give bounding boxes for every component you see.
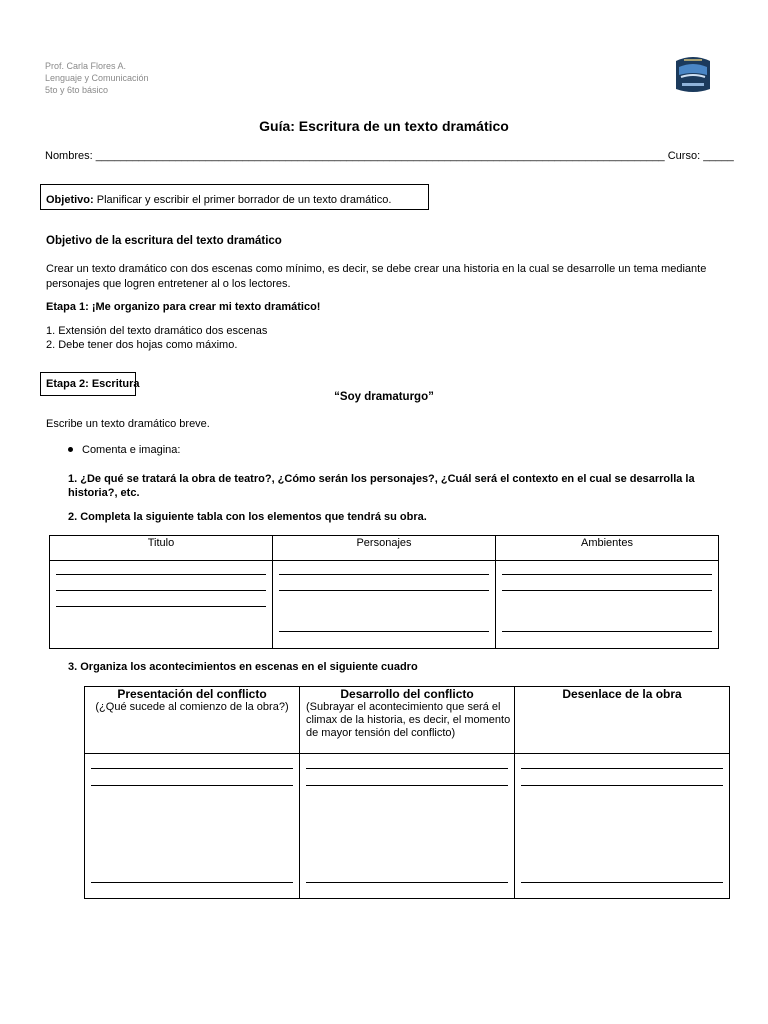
answer-line xyxy=(521,785,723,786)
etapa1-heading: Etapa 1: ¡Me organizo para crear mi texto dramático! xyxy=(46,301,321,313)
answer-line xyxy=(91,882,293,883)
etapa2-label: Etapa 2: Escritura xyxy=(40,372,136,396)
presentation-cell[interactable] xyxy=(85,754,300,899)
answer-line xyxy=(279,574,489,575)
name-course-line: Nombres: _____________________________________________________________________________________________ Curso: _____ xyxy=(45,150,734,162)
elements-table xyxy=(49,535,719,649)
objective-box xyxy=(40,184,429,210)
writing-objective-heading: Objetivo de la escritura del texto dramático xyxy=(46,235,282,247)
etapa2-intro: Escribe un texto dramático breve. xyxy=(46,418,210,430)
scenes-table xyxy=(84,686,730,899)
page-title: Guía: Escritura de un texto dramático xyxy=(259,118,509,134)
answer-line xyxy=(279,590,489,591)
section-subtitle: “Soy dramaturgo” xyxy=(334,391,434,403)
answer-line xyxy=(56,590,266,591)
question-2: 2. Completa la siguiente tabla con los elementos que tendrá su obra. xyxy=(68,511,427,523)
answer-line xyxy=(306,785,508,786)
question-3: 3. Organiza los acontecimientos en escenas en el siguiente cuadro xyxy=(68,661,418,673)
table-header-personajes: Personajes xyxy=(273,536,496,561)
development-title: Desarrollo del conflicto xyxy=(340,687,474,701)
ending-cell[interactable] xyxy=(515,754,730,899)
personajes-cell[interactable] xyxy=(273,561,496,649)
answer-line xyxy=(502,631,712,632)
ambientes-cell[interactable] xyxy=(496,561,719,649)
etapa1-item-2: 2. Debe tener dos hojas como máximo. xyxy=(46,339,238,351)
development-sub: (Subrayar el acontecimiento que será el climax de la historia, es decir, el momento de mayor tensión del conflicto) xyxy=(306,701,511,739)
answer-line xyxy=(306,768,508,769)
answer-line xyxy=(502,590,712,591)
subject-name: Lenguaje y Comunicación xyxy=(45,73,149,83)
answer-line xyxy=(502,574,712,575)
teacher-name: Prof. Carla Flores A. xyxy=(45,61,127,71)
school-crest-icon xyxy=(672,55,714,95)
header-meta xyxy=(45,60,149,96)
answer-line xyxy=(279,631,489,632)
development-header xyxy=(300,687,515,754)
ending-header xyxy=(515,687,730,754)
presentation-title: Presentación del conflicto xyxy=(117,687,267,701)
titulo-cell[interactable] xyxy=(50,561,273,649)
bullet-dot-icon xyxy=(68,447,73,452)
ending-title: Desenlace de la obra xyxy=(562,687,682,701)
answer-line xyxy=(91,785,293,786)
development-cell[interactable] xyxy=(300,754,515,899)
writing-objective-text: Crear un texto dramático con dos escenas como mínimo, es decir, se debe crear una historia en la cual se desarrolle un tema mediante personajes que logren entretener al o los lectores. xyxy=(46,263,707,290)
answer-line xyxy=(56,574,266,575)
objective-text: Planificar y escribir el primer borrador de un texto dramático. xyxy=(93,194,392,206)
table-header-titulo: Titulo xyxy=(50,536,273,561)
answer-line xyxy=(306,882,508,883)
answer-line xyxy=(91,768,293,769)
bullet-item xyxy=(68,444,180,456)
question-1: 1. ¿De qué se tratará la obra de teatro?, ¿Cómo serán los personajes?, ¿Cuál será el contexto en el cual se desarrolla la historia?, etc. xyxy=(68,473,695,499)
answer-line xyxy=(521,768,723,769)
table-header-ambientes: Ambientes xyxy=(496,536,719,561)
presentation-header xyxy=(85,687,300,754)
bullet-text: Comenta e imagina: xyxy=(82,444,181,456)
presentation-sub: (¿Qué sucede al comienzo de la obra?) xyxy=(95,701,289,713)
etapa1-item-1: 1. Extensión del texto dramático dos escenas xyxy=(46,325,268,337)
objective-label: Objetivo: xyxy=(46,194,94,206)
grade-level: 5to y 6to básico xyxy=(45,85,109,95)
answer-line xyxy=(521,882,723,883)
answer-line xyxy=(56,606,266,607)
